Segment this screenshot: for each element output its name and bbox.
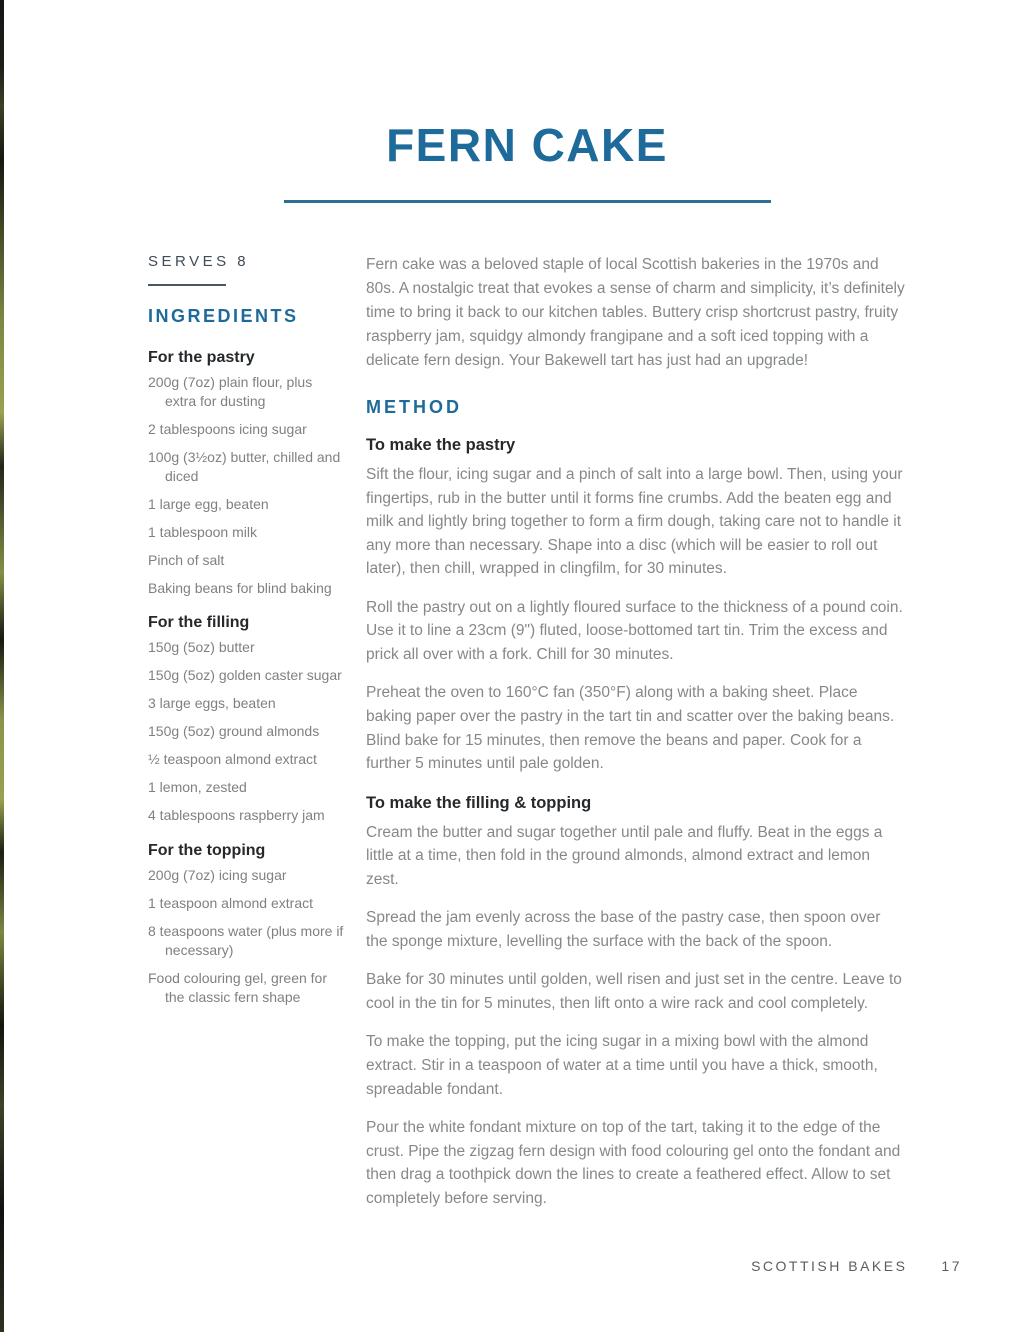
ingredient-group [148, 842, 344, 1007]
book-page-edge [0, 0, 4, 1332]
method-column [366, 253, 906, 1225]
ingredient-group-heading: For the filling [148, 614, 250, 632]
ingredients-heading: INGREDIENTS [148, 306, 299, 326]
ingredient-item: 200g (7oz) icing sugar [148, 866, 287, 883]
ingredient-item: 150g (5oz) golden caster sugar [148, 667, 342, 684]
page-number: 17 [941, 1258, 962, 1274]
method-subheading: To make the pastry [366, 436, 516, 455]
ingredient-groups [148, 349, 344, 1007]
method-paragraph: Sift the flour, icing sugar and a pinch of salt into a large bowl. Then, using your fingertips, rub in the butter until it forms fine crumbs. Add the beaten egg and milk and lightly bring together to form a firm dough, taking care not to handle it any more than necessary. Shape into a disc (which will be easier to roll out later), then chill, wrapped in clingfilm, for 30 minutes. [366, 466, 903, 578]
method-heading: METHOD [366, 397, 462, 418]
ingredient-item: ½ teaspoon almond extract [148, 751, 317, 768]
ingredient-group-heading: For the pastry [148, 349, 255, 366]
ingredient-item: 200g (7oz) plain flour, plus extra for dusting [148, 374, 313, 410]
serves-divider [148, 284, 226, 286]
page-content [148, 118, 906, 1225]
method-paragraph: To make the topping, put the icing sugar in a mixing bowl with the almond extract. Stir in a teaspoon of water at a time until you have a thick, smooth, spreadable fondant. [366, 1033, 878, 1098]
page-footer [751, 1258, 962, 1274]
method-paragraph: Preheat the oven to 160°C fan (350°F) along with a baking sheet. Place baking paper over the pastry in the tart tin and scatter over the baking beans. Blind bake for 15 minutes, then remove the beans and paper. Cook for a further 5 minutes until pale golden. [366, 684, 895, 773]
method-section [366, 794, 906, 1211]
method-paragraph: Bake for 30 minutes until golden, well risen and just set in the centre. Leave to cool in the tin for 5 minutes, then lift onto a wire rack and cool completely. [366, 971, 902, 1012]
ingredient-item: 4 tablespoons raspberry jam [148, 807, 325, 824]
two-column-layout [148, 253, 906, 1225]
method-paragraph: Cream the butter and sugar together until pale and fluffy. Beat in the eggs a little at a time, then fold in the ground almonds, almond extract and lemon zest. [366, 823, 883, 888]
ingredient-item: 1 teaspoon almond extract [148, 894, 313, 911]
ingredients-column [148, 253, 344, 1225]
ingredient-item: 1 lemon, zested [148, 779, 247, 796]
recipe-title: FERN CAKE [386, 119, 668, 171]
method-paragraph: Spread the jam evenly across the base of the pastry case, then spoon over the sponge mixture, levelling the surface with the back of the spoon. [366, 909, 881, 950]
method-paragraph: Pour the white fondant mixture on top of the tart, taking it to the edge of the crust. Pipe the zigzag fern design with food colouring gel onto the fondant and then drag a toothpick down the lines to create a feathered effect. Allow to set completely before serving. [366, 1119, 901, 1207]
ingredient-item: 150g (5oz) ground almonds [148, 723, 320, 740]
ingredient-item: 8 teaspoons water (plus more if necessary) [148, 922, 344, 958]
ingredient-item: 100g (3½oz) butter, chilled and diced [148, 449, 341, 485]
ingredient-item: 2 tablespoons icing sugar [148, 421, 307, 438]
title-divider [284, 200, 771, 203]
method-subheading: To make the filling & topping [366, 793, 592, 812]
method-sections [366, 436, 906, 1210]
ingredient-item: 1 tablespoon milk [148, 524, 257, 541]
book-title: SCOTTISH BAKES [751, 1258, 908, 1274]
ingredient-item: Baking beans for blind baking [148, 580, 332, 597]
recipe-intro: Fern cake was a beloved staple of local Scottish bakeries in the 1970s and 80s. A nostalgic treat that evokes a sense of charm and simplicity, it’s definitely time to bring it back to our kitchen tables. Buttery crisp shortcrust pastry, fruity raspberry jam, squidgy almondy frangipane and a soft iced topping with a delicate fern design. Your Bakewell tart has just had an upgrade! [366, 256, 905, 370]
method-paragraph: Roll the pastry out on a lightly floured surface to the thickness of a pound coin. Use it to line a 23cm (9") fluted, loose-bottomed tart tin. Trim the excess and prick all over with a fork. Chill for 30 minutes. [366, 598, 903, 663]
ingredient-item: Food colouring gel, green for the classic fern shape [148, 969, 327, 1005]
serves-label: SERVES 8 [148, 253, 250, 270]
ingredient-item: 150g (5oz) butter [148, 639, 255, 656]
ingredient-item: 3 large eggs, beaten [148, 695, 276, 712]
ingredient-group [148, 349, 344, 598]
ingredient-item: Pinch of salt [148, 552, 225, 569]
ingredient-group-heading: For the topping [148, 841, 266, 859]
ingredient-item: 1 large egg, beaten [148, 496, 269, 513]
ingredient-group [148, 614, 344, 825]
method-section [366, 436, 906, 776]
